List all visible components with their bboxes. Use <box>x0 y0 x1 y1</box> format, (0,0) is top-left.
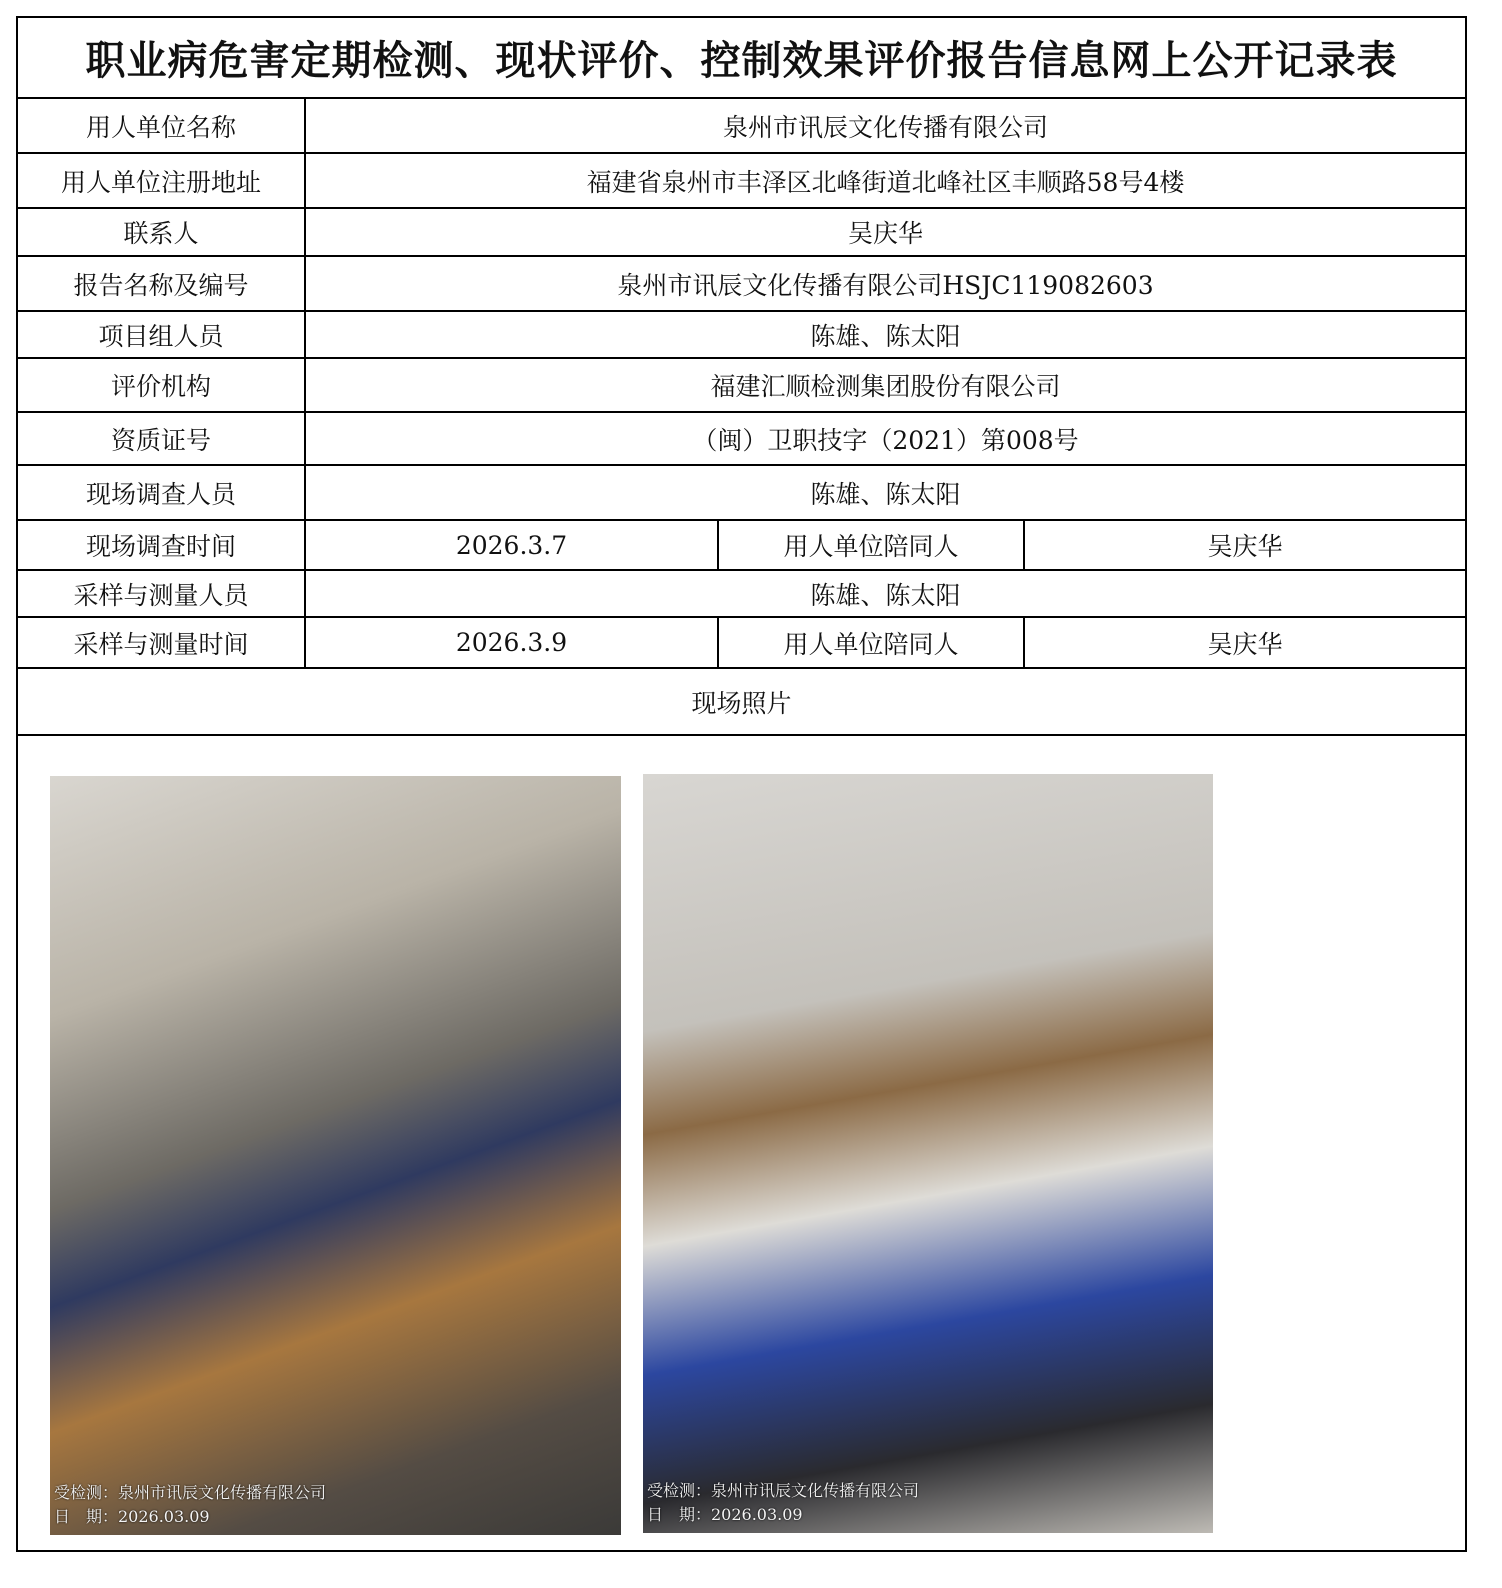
row-value: 泉州市讯辰文化传播有限公司 <box>722 112 1048 142</box>
row-value: 吴庆华 <box>847 219 923 248</box>
photos-header-row <box>18 669 1465 736</box>
row-value: 2026.3.7 <box>306 521 719 569</box>
row-value: 福建省泉州市丰泽区北峰街道北峰社区丰顺路58号4楼 <box>586 167 1185 197</box>
row-label: 评价机构 <box>18 359 306 411</box>
row-value: （闽）卫职技字（2021）第008号 <box>692 425 1079 455</box>
table-row <box>18 466 1465 521</box>
row-value: 陈雄、陈太阳 <box>810 580 961 610</box>
row-value: 陈雄、陈太阳 <box>810 479 961 509</box>
photo-caption-subject: 受检测：泉州市讯辰文化传播有限公司 <box>54 1483 327 1502</box>
row-label-2: 用人单位陪同人 <box>719 521 1025 569</box>
row-label: 现场调查人员 <box>18 466 306 519</box>
row-label: 采样与测量时间 <box>18 618 306 667</box>
table-row <box>18 359 1465 413</box>
row-label: 用人单位注册地址 <box>18 154 306 207</box>
photo-caption-date: 日 期：2026.03.09 <box>54 1507 210 1526</box>
site-photo <box>50 776 621 1535</box>
table-row <box>18 154 1465 209</box>
row-label: 采样与测量人员 <box>18 571 306 616</box>
photos-header: 现场照片 <box>691 688 792 718</box>
row-value: 福建汇顺检测集团股份有限公司 <box>710 372 1061 401</box>
row-value-2: 吴庆华 <box>1207 629 1283 659</box>
record-table <box>16 16 1467 1552</box>
table-row <box>18 571 1465 618</box>
row-value: 2026.3.9 <box>306 618 719 667</box>
row-value-2: 吴庆华 <box>1207 532 1283 561</box>
table-row <box>18 413 1465 466</box>
row-value: 泉州市讯辰文化传播有限公司HSJC119082603 <box>617 270 1154 300</box>
page-title: 职业病危害定期检测、现状评价、控制效果评价报告信息网上公开记录表 <box>18 18 1465 99</box>
photo-caption-date: 日 期：2026.03.09 <box>647 1505 803 1524</box>
table-row <box>18 99 1465 154</box>
row-label: 项目组人员 <box>18 312 306 357</box>
table-row <box>18 618 1465 669</box>
row-label: 资质证号 <box>18 413 306 464</box>
row-value: 陈雄、陈太阳 <box>810 321 961 351</box>
table-row <box>18 209 1465 257</box>
row-label: 联系人 <box>18 209 306 255</box>
photo-caption-subject: 受检测：泉州市讯辰文化传播有限公司 <box>647 1481 920 1500</box>
table-row <box>18 312 1465 359</box>
row-label-2: 用人单位陪同人 <box>719 618 1025 667</box>
table-row <box>18 257 1465 312</box>
row-label: 用人单位名称 <box>18 99 306 152</box>
site-photo <box>643 774 1213 1533</box>
row-label: 报告名称及编号 <box>18 257 306 310</box>
table-row <box>18 521 1465 571</box>
photo-caption <box>647 1479 919 1527</box>
row-label: 现场调查时间 <box>18 521 306 569</box>
photo-caption <box>54 1481 326 1529</box>
